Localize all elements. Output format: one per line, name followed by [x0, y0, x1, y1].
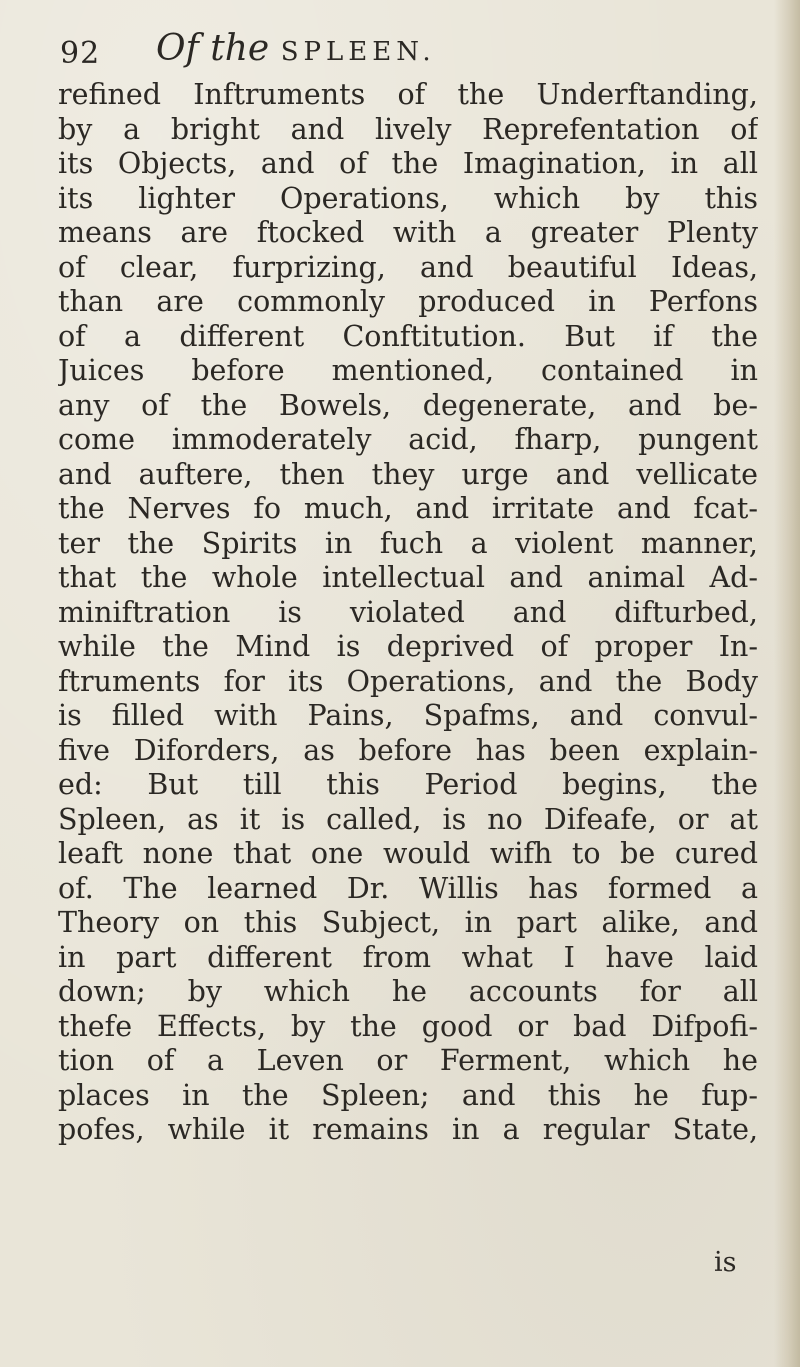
page-header: [60, 24, 660, 74]
text-line: come immoderately acid, fharp, pungent: [58, 423, 758, 456]
text-line: leaft none that one would wifh to be cured: [58, 837, 758, 870]
page-edge-shadow: [774, 0, 800, 1367]
text-line: of. The learned Dr. Willis has formed a: [58, 871, 758, 905]
text-line: thefe Effects, by the good or bad Difpofi-: [58, 1009, 758, 1043]
text-line: places in the Spleen; and this he fup-: [58, 1078, 758, 1112]
text-line: its lighter Operations, which by this: [58, 181, 758, 215]
text-line: the Nerves fo much, and irritate and fcat-: [58, 492, 758, 525]
text-line: of a different Conftitution. But if the: [58, 319, 758, 353]
text-line: Juices before mentioned, contained in: [58, 354, 758, 387]
running-title-italic: Of the: [156, 28, 270, 69]
page-number: 92: [60, 36, 101, 71]
text-line: ter the Spirits in fuch a violent manner,: [58, 526, 758, 560]
text-line: than are commonly produced in Perfons: [58, 285, 758, 318]
text-line: and auftere, then they urge and vellicate: [58, 457, 758, 491]
text-line: tion of a Leven or Ferment, which he: [58, 1044, 758, 1077]
text-line: ftruments for its Operations, and the Body: [58, 664, 758, 698]
text-line: in part different from what I have laid: [58, 940, 758, 974]
text-line: ed: But till this Period begins, the: [58, 768, 758, 801]
running-title-caps: SPLEEN.: [280, 37, 436, 67]
text-line: is filled with Pains, Spafms, and convul-: [58, 699, 758, 732]
text-line: Theory on this Subject, in part alike, and: [58, 906, 758, 939]
text-line: down; by which he accounts for all: [58, 975, 758, 1008]
text-line: its Objects, and of the Imagination, in all: [58, 147, 758, 180]
text-line: by a bright and lively Reprefentation of: [58, 112, 758, 146]
body-text: [58, 78, 758, 1148]
text-line: pofes, while it remains in a regular State,: [58, 1113, 758, 1146]
text-line: refined Inftruments of the Underftanding,: [58, 78, 758, 111]
running-title: [156, 28, 436, 69]
text-line: Spleen, as it is called, is no Difeafe, or at: [58, 802, 758, 836]
text-line: that the whole intellectual and animal Ad-: [58, 561, 758, 594]
text-line: means are ftocked with a greater Plenty: [58, 216, 758, 249]
text-line: miniftration is violated and difturbed,: [58, 595, 758, 629]
text-line: while the Mind is deprived of proper In-: [58, 630, 758, 663]
text-line: five Diforders, as before has been explain-: [58, 733, 758, 767]
catchword: is: [714, 1247, 737, 1278]
text-line: of clear, furprizing, and beautiful Ideas,: [58, 250, 758, 284]
text-line: any of the Bowels, degenerate, and be-: [58, 388, 758, 422]
